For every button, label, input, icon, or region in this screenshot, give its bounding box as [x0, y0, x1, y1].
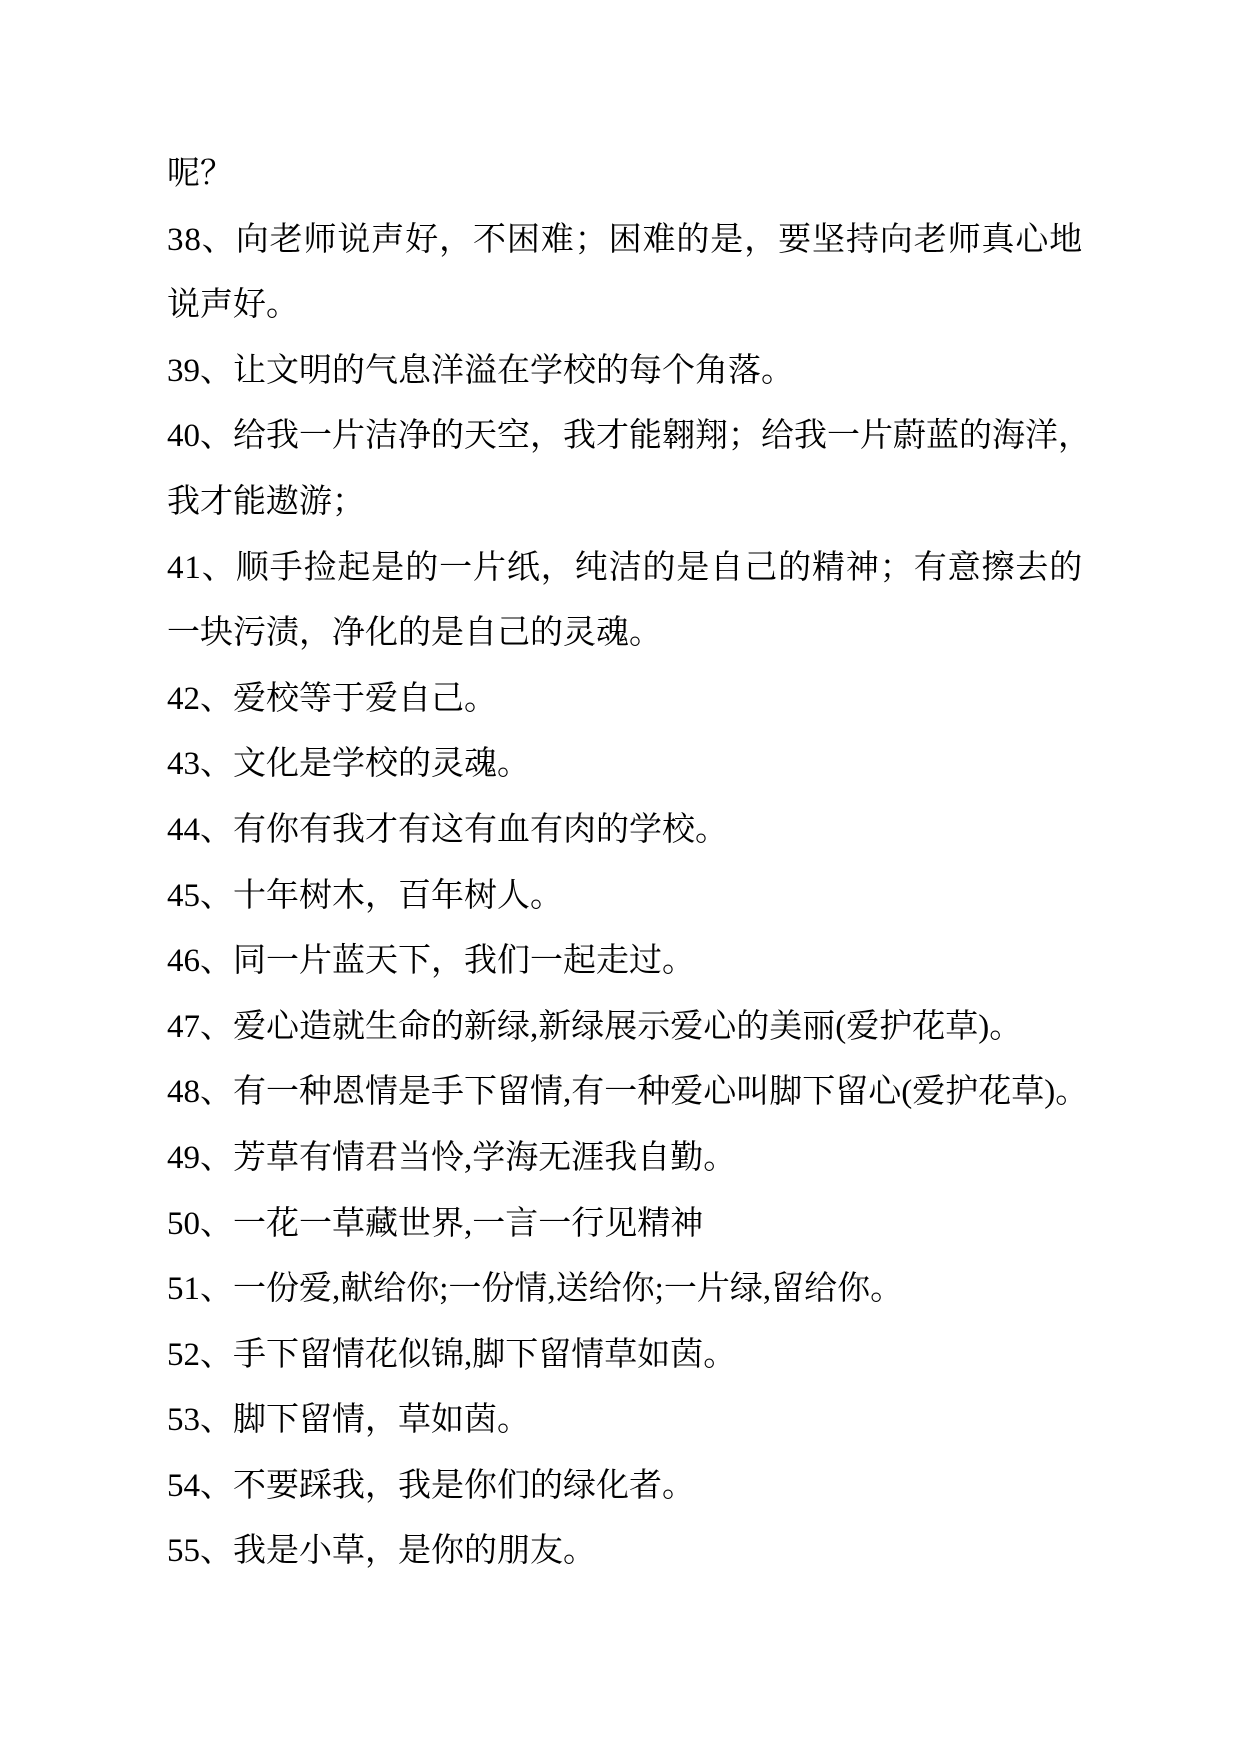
list-item-44 [167, 798, 1107, 864]
text-line: 54、不要踩我，我是你们的绿化者。 [167, 1467, 695, 1504]
list-item-39 [167, 339, 1107, 405]
text-line: 49、芳草有情君当怜,学海无涯我自勤。 [167, 1139, 737, 1176]
text-line: 45、十年树木，百年树人。 [167, 877, 563, 914]
list-item-42 [167, 667, 1107, 733]
list-item-46 [167, 929, 1107, 995]
text-line: 44、有你有我才有这有血有肉的学校。 [167, 811, 728, 848]
text-line: 46、同一片蓝天下，我们一起走过。 [167, 943, 695, 980]
document-body [167, 142, 1107, 1585]
list-item-43 [167, 732, 1107, 798]
text-line: 一块污渍，净化的是自己的灵魂。 [167, 615, 662, 652]
text-line: 52、手下留情花似锦,脚下留情草如茵。 [167, 1336, 737, 1373]
text-line: 说声好。 [167, 287, 299, 324]
text-line: 43、文化是学校的灵魂。 [167, 746, 530, 783]
paragraph-continuation [167, 142, 1107, 208]
list-item-54 [167, 1454, 1107, 1520]
text-line: 47、爱心造就生命的新绿,新绿展示爱心的美丽(爱护花草)。 [167, 1008, 1023, 1045]
list-item-55 [167, 1519, 1107, 1585]
list-item-45 [167, 864, 1107, 930]
list-item-52 [167, 1323, 1107, 1389]
text-line: 我才能遨游； [167, 483, 365, 520]
text-line: 48、有一种恩情是手下留情,有一种爱心叫脚下留心(爱护花草)。 [167, 1074, 1089, 1111]
list-item-49 [167, 1126, 1107, 1192]
text-line: 51、一份爱,献给你;一份情,送给你;一片绿,留给你。 [167, 1271, 904, 1308]
text-line: 42、爱校等于爱自己。 [167, 680, 497, 717]
list-item-40 [167, 404, 1107, 535]
list-item-47 [167, 995, 1107, 1061]
text-line: 55、我是小草，是你的朋友。 [167, 1533, 596, 1570]
text-line: 38、向老师说声好，不困难；困难的是，要坚持向老师真心地 [167, 221, 1084, 258]
text-line: 40、给我一片洁净的天空，我才能翱翔；给我一片蔚蓝的海洋， [167, 418, 1091, 455]
list-item-50 [167, 1192, 1107, 1258]
list-item-53 [167, 1388, 1107, 1454]
list-item-41 [167, 536, 1107, 667]
list-item-48 [167, 1060, 1107, 1126]
text-line: 41、顺手捡起是的一片纸，纯洁的是自己的精神；有意擦去的 [167, 549, 1084, 586]
text-line: 呢？ [167, 156, 233, 192]
list-item-51 [167, 1257, 1107, 1323]
list-item-38 [167, 208, 1107, 339]
text-line: 50、一花一草藏世界,一言一行见精神 [167, 1205, 704, 1242]
text-line: 53、脚下留情，草如茵。 [167, 1402, 530, 1439]
text-line: 39、让文明的气息洋溢在学校的每个角落。 [167, 352, 794, 389]
